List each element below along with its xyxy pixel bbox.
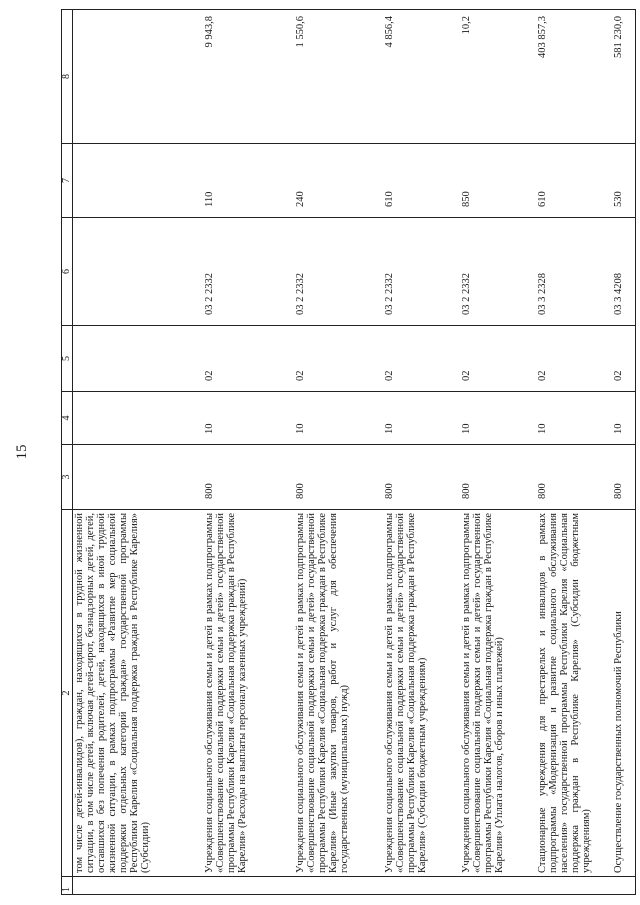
row-name-cell: Стационарные учреждения для престарелых и инвалидов в рамках подпрограммы «Модернизация и развитие социального обслуживания населения» государственной программы Республики Карелия «Социальная поддержка граждан в Республике Карелия» (Субсидии бюджетным учреждениям) bbox=[536, 510, 612, 877]
row-amount-cell bbox=[73, 10, 203, 144]
header-col-8: 8 bbox=[62, 10, 73, 144]
row-amount-cell: 1 550,6 bbox=[294, 10, 383, 144]
table-row bbox=[460, 10, 536, 895]
page-number: 15 bbox=[14, 444, 30, 460]
row-col5-cell: 02 bbox=[536, 326, 612, 392]
row-col6-cell: 03 2 2332 bbox=[383, 218, 460, 326]
table-row bbox=[536, 10, 612, 895]
header-col-3: 3 bbox=[62, 445, 73, 510]
table-row bbox=[383, 10, 460, 895]
row-amount-cell: 403 857,3 bbox=[536, 10, 612, 144]
row-col3-cell: 800 bbox=[460, 445, 536, 510]
row-col4-cell: 10 bbox=[203, 392, 294, 445]
row-number-cell bbox=[536, 877, 612, 895]
row-col5-cell: 02 bbox=[383, 326, 460, 392]
row-col4-cell: 10 bbox=[460, 392, 536, 445]
row-name-cell: Учреждения социального обслуживания семьи и детей в рамках подпрограммы «Совершенствование социальной поддержки семьи и детей» государственной программы Республики Карелия «Социальная поддержка граждан в Республике Карелия» (Субсидии бюджетным учреждениям) bbox=[383, 510, 460, 877]
header-row bbox=[62, 10, 73, 895]
row-number-cell bbox=[294, 877, 383, 895]
row-col3-cell: 800 bbox=[612, 445, 636, 510]
header-col-7: 7 bbox=[62, 144, 73, 218]
row-col3-cell: 800 bbox=[536, 445, 612, 510]
row-col6-cell: 03 2 2332 bbox=[203, 218, 294, 326]
row-col6-cell: 03 3 2328 bbox=[536, 218, 612, 326]
header-col-6: 6 bbox=[62, 218, 73, 326]
row-col7-cell bbox=[73, 144, 203, 218]
rotated-table-frame bbox=[61, 10, 635, 895]
row-amount-cell: 581 230,0 bbox=[612, 10, 636, 144]
row-col7-cell: 110 bbox=[203, 144, 294, 218]
row-col6-cell: 03 2 2332 bbox=[460, 218, 536, 326]
row-col6-cell: 03 2 2332 bbox=[294, 218, 383, 326]
row-name-cell: том числе детей-инвалидов), граждан, находящихся в трудной жизненной ситуации, в том числе детей, включая детей-сирот, безнадзорных детей, детей, оставшихся без попечения родителей, детей, находящихся в иной трудной жизненной ситуации, в рамках подпрограммы «Развитие мер социальной поддержки отдельных категорий граждан» государственной программы Республики Карелия «Социальная поддержка граждан в Республике Карелия» (Субсидии) bbox=[73, 510, 203, 877]
row-amount-cell: 10,2 bbox=[460, 10, 536, 144]
row-col5-cell: 02 bbox=[294, 326, 383, 392]
row-amount-cell: 9 943,8 bbox=[203, 10, 294, 144]
row-number-cell bbox=[73, 877, 203, 895]
row-col7-cell: 610 bbox=[383, 144, 460, 218]
row-col7-cell: 850 bbox=[460, 144, 536, 218]
row-number-cell bbox=[383, 877, 460, 895]
row-col6-cell: 03 3 4208 bbox=[612, 218, 636, 326]
row-col6-cell bbox=[73, 218, 203, 326]
row-name-cell: Осуществление государственных полномочий Республики bbox=[612, 510, 636, 877]
row-number-cell bbox=[612, 877, 636, 895]
row-col5-cell bbox=[73, 326, 203, 392]
table-row bbox=[203, 10, 294, 895]
row-number-cell bbox=[203, 877, 294, 895]
row-col5-cell: 02 bbox=[612, 326, 636, 392]
table-row bbox=[294, 10, 383, 895]
row-col4-cell: 10 bbox=[536, 392, 612, 445]
row-col5-cell: 02 bbox=[203, 326, 294, 392]
header-col-5: 5 bbox=[62, 326, 73, 392]
row-col3-cell: 800 bbox=[383, 445, 460, 510]
row-name-cell: Учреждения социального обслуживания семьи и детей в рамках подпрограммы «Совершенствование социальной поддержки семьи и детей» государственной программы Республики Карелия «Социальная поддержка граждан в Республике Карелия» (Уплата налогов, сборов и иных платежей) bbox=[460, 510, 536, 877]
row-name-cell: Учреждения социального обслуживания семьи и детей в рамках подпрограммы «Совершенствование социальной поддержки семьи и детей» государственной программы Республики Карелия «Социальная поддержка граждан в Республике Карелия» (Иные закупки товаров, работ и услуг для обеспечения государственных (муниципальных) нужд) bbox=[294, 510, 383, 877]
table-row bbox=[73, 10, 203, 895]
row-col5-cell: 02 bbox=[460, 326, 536, 392]
row-col4-cell: 10 bbox=[383, 392, 460, 445]
row-col7-cell: 240 bbox=[294, 144, 383, 218]
row-col7-cell: 530 bbox=[612, 144, 636, 218]
header-col-4: 4 bbox=[62, 392, 73, 445]
row-col7-cell: 610 bbox=[536, 144, 612, 218]
row-col4-cell: 10 bbox=[294, 392, 383, 445]
row-col3-cell bbox=[73, 445, 203, 510]
row-amount-cell: 4 856,4 bbox=[383, 10, 460, 144]
row-name-cell: Учреждения социального обслуживания семьи и детей в рамках подпрограммы «Совершенствование социальной поддержки семьи и детей» государственной программы Республики Карелия «Социальная поддержка граждан в Республике Карелия» (Расходы на выплаты персоналу казенных учреждений) bbox=[203, 510, 294, 877]
row-col4-cell: 10 bbox=[612, 392, 636, 445]
header-col-1: 1 bbox=[62, 877, 73, 895]
row-col3-cell: 800 bbox=[294, 445, 383, 510]
row-col3-cell: 800 bbox=[203, 445, 294, 510]
row-number-cell bbox=[460, 877, 536, 895]
row-col4-cell bbox=[73, 392, 203, 445]
budget-table bbox=[61, 9, 636, 895]
table-row bbox=[612, 10, 636, 895]
header-col-2: 2 bbox=[62, 510, 73, 877]
